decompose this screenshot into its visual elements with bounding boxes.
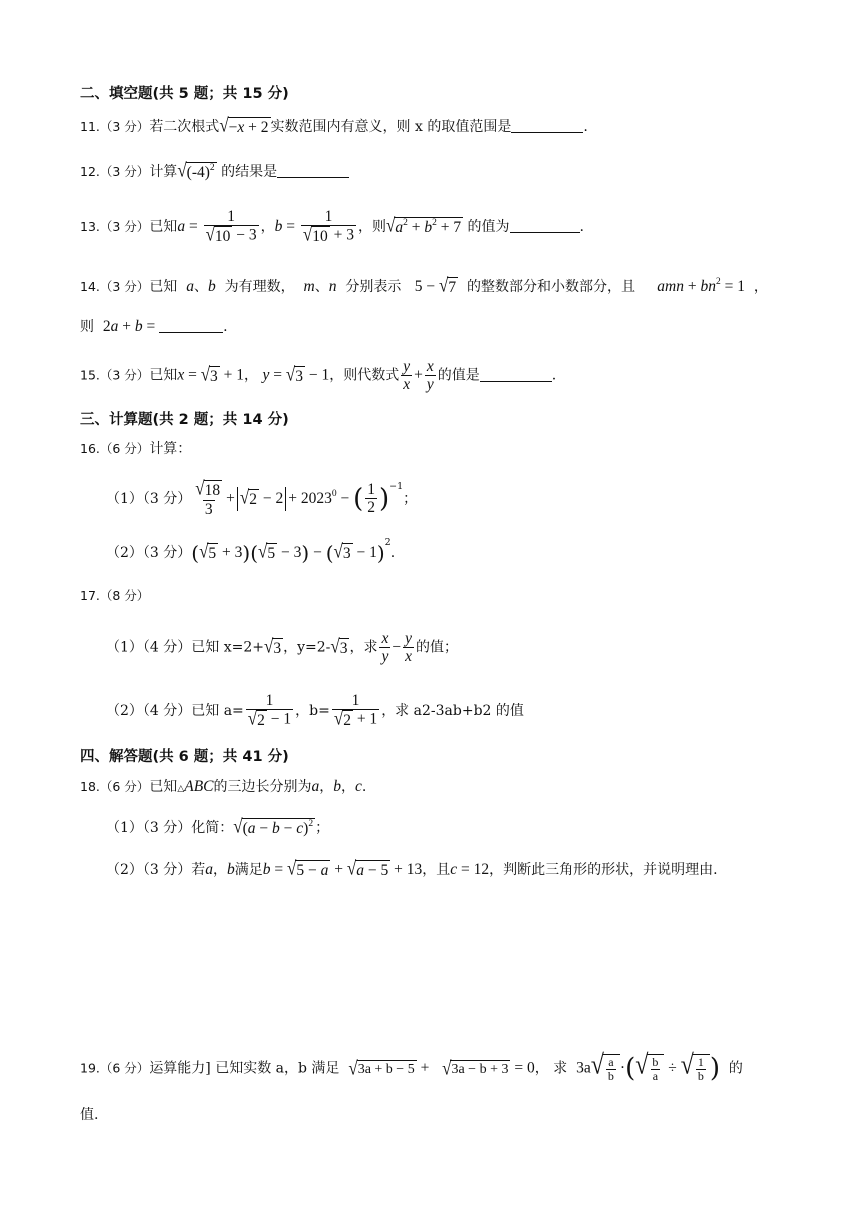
- question-12: [80, 159, 349, 182]
- answer-blank: [511, 118, 583, 133]
- sqrt-expression: √ −x + 2: [219, 114, 269, 137]
- question-number: 16.（6 分）: [80, 441, 150, 456]
- section-fill-in-title: 二、填空题(共 5 题；共 15 分): [80, 86, 289, 102]
- question-16-part-1: （1）（3 分） √ 18 3 + √ 2 − $2 + 2023^0$ − ( $\frac{1}{2}$ )$^{-1}$；: [106, 477, 418, 518]
- question-14: 14.（3 分）已知 a、b 为有理数， m、n 分别表示 5 − √ 7 的整数部分和小数部分，且 amn + $bn^2 = 1$ ，: [80, 274, 768, 297]
- question-text: 实数范围内有意义，则 x 的取值范围是: [270, 118, 512, 135]
- sqrt-expression: √ $(-4)^2$: [177, 159, 215, 182]
- question-16-part-2: （2）（3 分）( √ 5 + 3)( √ 5 − 3) − ( √ 3 − 1)$^2$.: [106, 537, 396, 565]
- sqrt-expression: √ $a^2 + b^2 + 7$: [386, 214, 462, 237]
- question-number: 19.（6 分）: [80, 1060, 150, 1076]
- fraction: 1 √ 10 − 3: [205, 208, 257, 246]
- question-text: 的结果是: [221, 163, 278, 180]
- question-19-line-2: 值.: [80, 1107, 99, 1123]
- question-14-line-2: 则 2a + b = .: [80, 318, 228, 335]
- question-number: 18.（6 分）: [80, 779, 150, 794]
- question-17-part-1: （1）（4 分）已知 x=2+ √ 3 ，y=2- √ 3 ，求 $\frac{x}{y}$ − $\frac{y}{x}$ 的值；: [106, 630, 458, 666]
- question-number: 14.（3 分）: [80, 278, 150, 294]
- question-18: 18.（6 分）已知△ABC的三边长分别为a，b，c.: [80, 778, 367, 795]
- section-calculation-title: 三、计算题(共 2 题；共 14 分): [80, 412, 289, 428]
- question-number: 17.（8 分）: [80, 588, 150, 603]
- answer-blank: [480, 367, 552, 382]
- question-text: 若二次根式: [149, 118, 220, 135]
- question-18-part-1: （1）（3 分）化简： √ $(a - b - c)^2$ ；: [106, 815, 330, 838]
- question-number: 13.（3 分）: [80, 218, 150, 234]
- answer-blank: [277, 163, 349, 178]
- question-17: [80, 589, 149, 603]
- question-18-part-2: （2）（3 分）若a，b满足b = √ 5 − a + √ a − 5 + 13，且c = 12，判断此三角形的形状，并说明理由.: [106, 857, 718, 880]
- question-15: 15.（3 分）已知x = √ 3 + 1， y = √ 3 − 1，则代数式 $\frac{y}{x}$ + $\frac{x}{y}$ 的值是 .: [80, 358, 557, 394]
- question-number: 15.（3 分）: [80, 367, 150, 383]
- question-16: 16.（6 分）计算：: [80, 441, 192, 457]
- question-17-part-2: （2）（4 分）已知 a= 1 √ 2 − 1 ，b= 1 √ 2 + 1 ，求 a2-3ab+b2 的值: [106, 692, 524, 730]
- answer-blank: [510, 218, 580, 233]
- question-19: 19.（6 分）运算能力] 已知实数 a，b 满足 √ 3a + b − 5 + √ 3a − b + 3 = 0， 求 3a √ $\frac{a}{b}$ ·( √ $\frac{b}{a}$ ÷ √ $\frac{1}{b}$ ) 的: [80, 1050, 743, 1084]
- question-number: 12.（3 分）: [80, 163, 150, 179]
- answer-blank: [159, 318, 223, 333]
- question-number: 11.（3 分）: [80, 118, 150, 134]
- section-solution-title: 四、解答题(共 6 题；共 41 分): [80, 749, 289, 765]
- question-11: 11.（3 分）若二次根式 √ −x + 2 实数范围内有意义，则 x 的取值范围是 .: [80, 114, 588, 137]
- question-13: 13.（3 分）已知a = 1 √ 10 − 3 ，b = 1 √ 10 + 3 ，则 √ $a^2 + b^2 + 7$ 的值为 .: [80, 208, 584, 246]
- fraction: 1 √ 10 + 3: [302, 208, 354, 246]
- question-text: 计算: [149, 163, 178, 180]
